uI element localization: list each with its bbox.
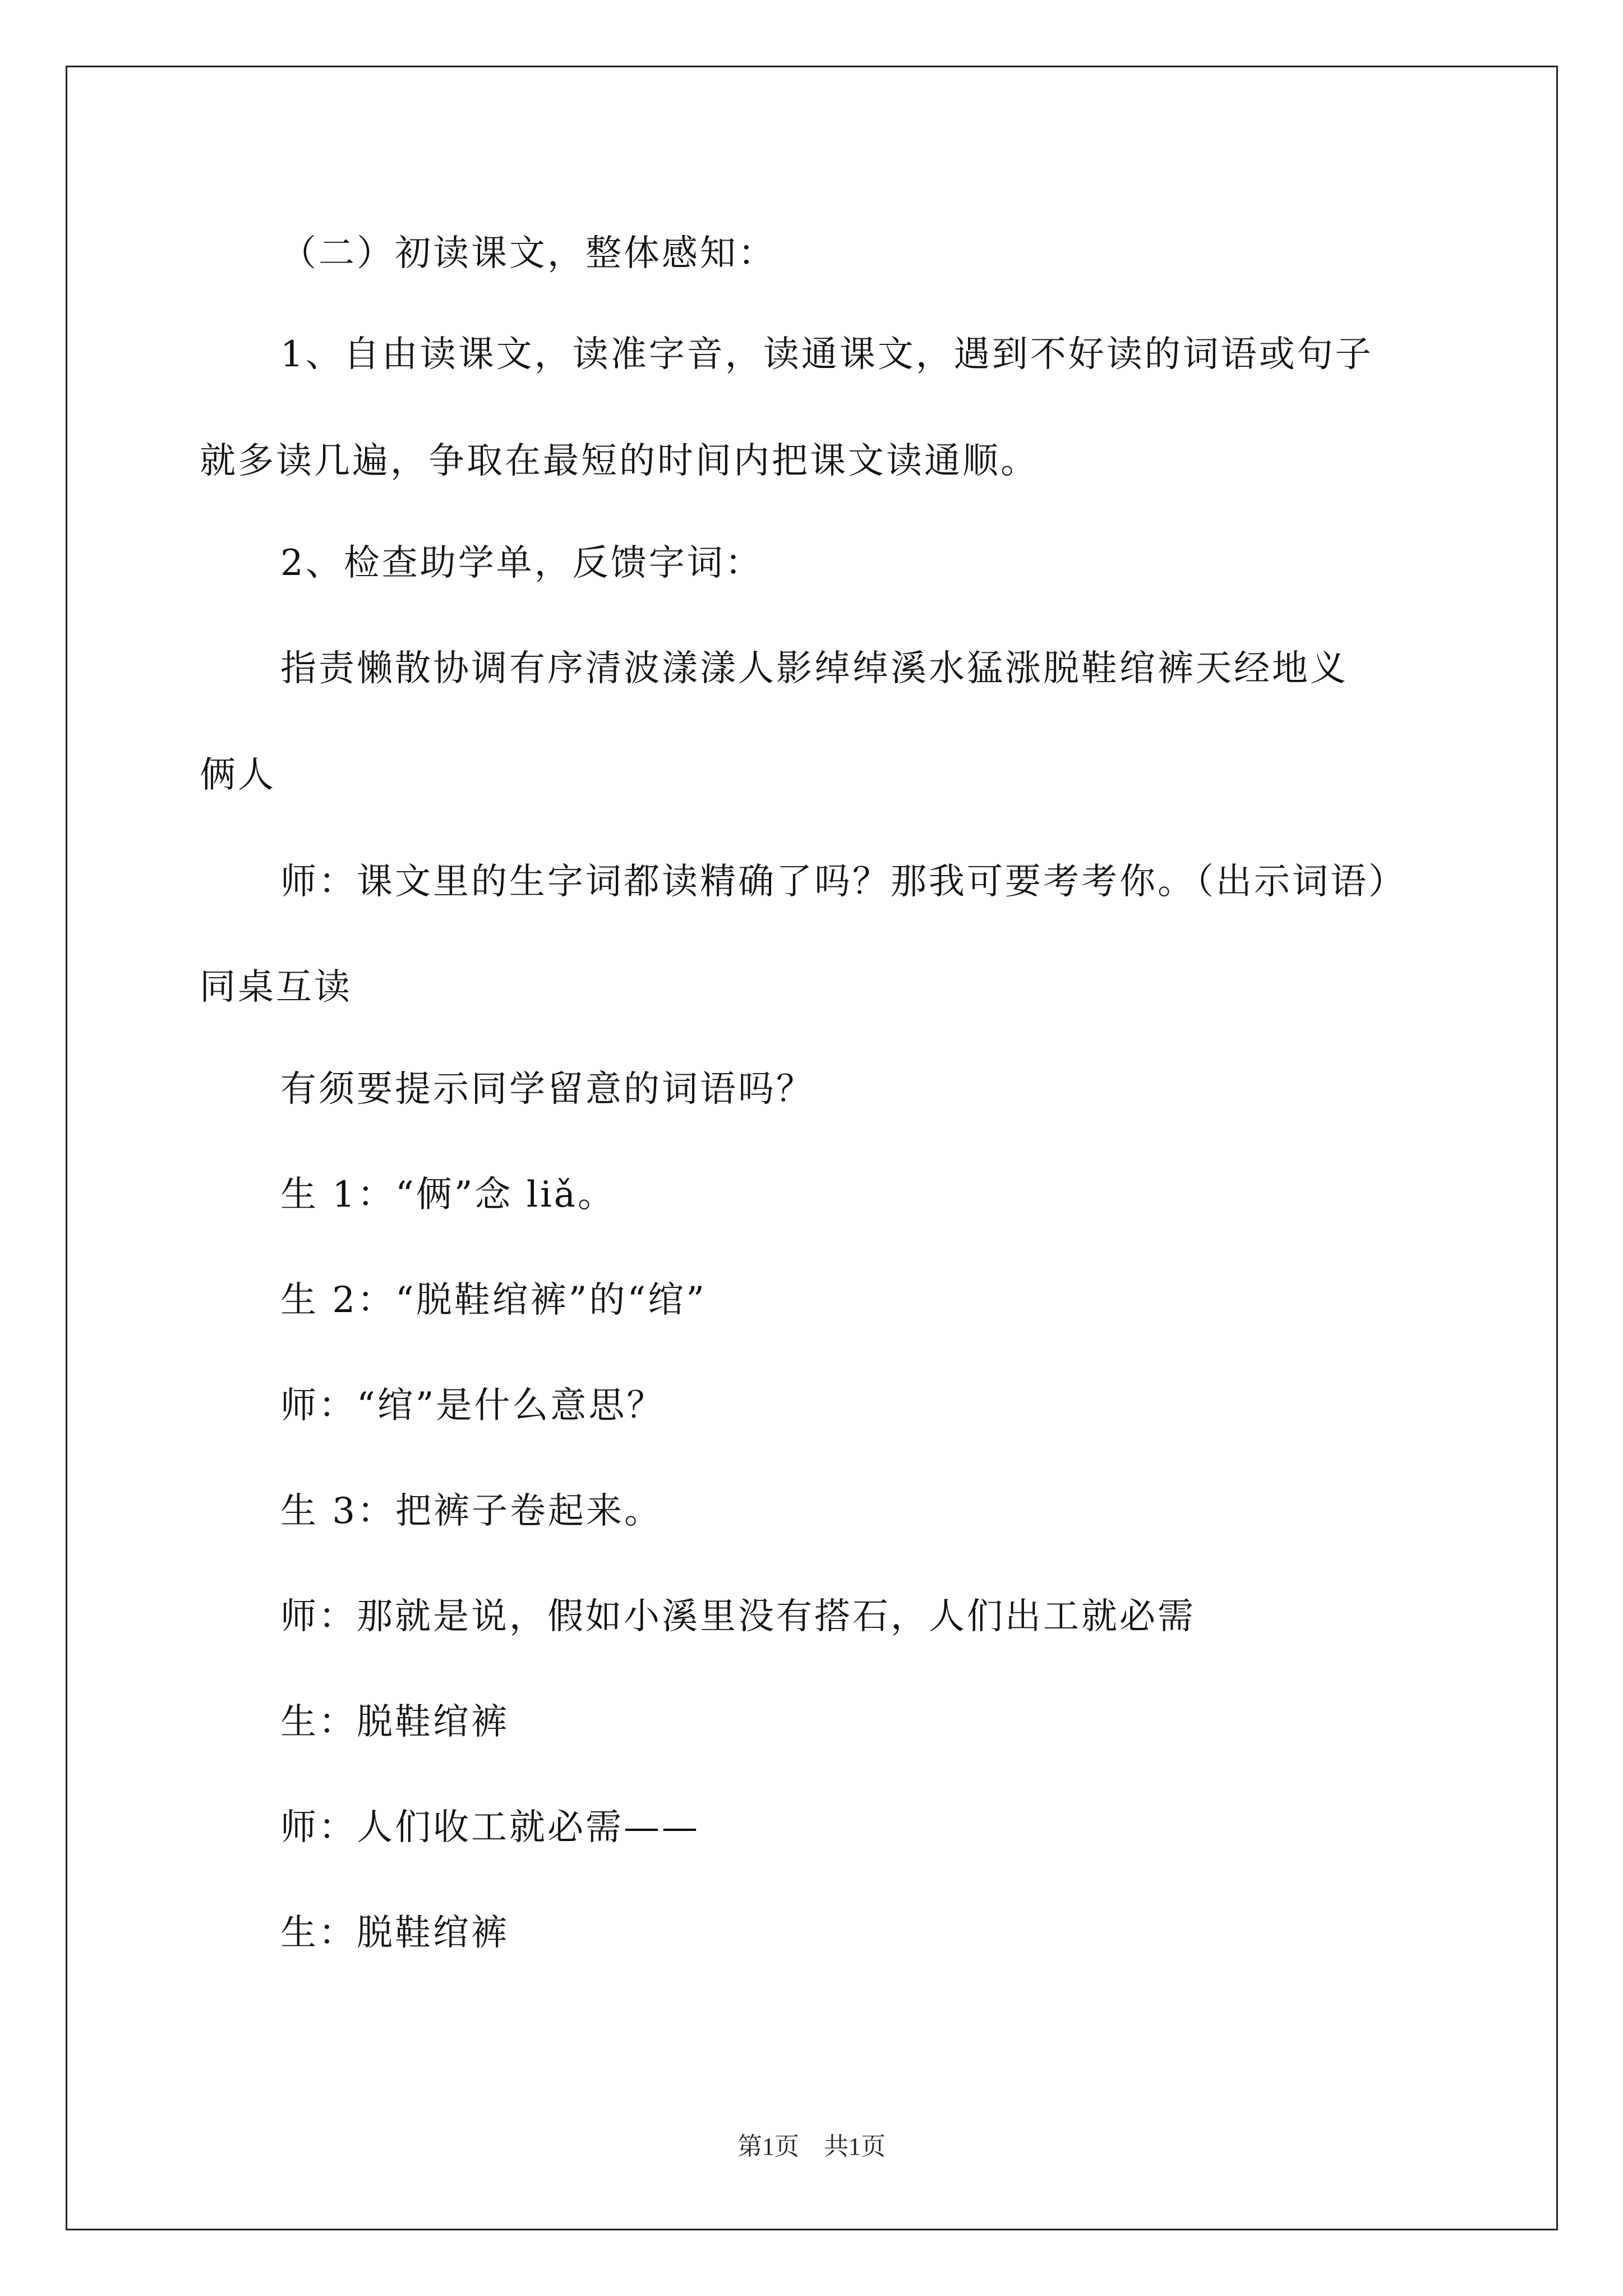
paragraph-line: 师：那就是说，假如小溪里没有搭石，人们出工就必需 [280,1596,1196,1637]
paragraph-line: 2、检查助学单，反馈字词： [280,542,763,584]
paragraph-line: 1、自由读课文，读准字音，读通课文，遇到不好读的词语或句子 [280,334,1373,375]
paragraph-line: 有须要提示同学留意的词语吗？ [280,1069,814,1110]
paragraph-line: 师：“绾”是什么意思？ [280,1385,665,1427]
paragraph-line: 生 2：“脱鞋绾裤”的“绾” [280,1280,707,1321]
paragraph-line: 师：人们收工就必需—— [280,1807,700,1848]
page-border [66,66,1558,2230]
paragraph-line: 就多读几遍，争取在最短的时间内把课文读通顺。 [200,440,1039,482]
paragraph-line: 指责懒散协调有序清波漾漾人影绰绰溪水猛涨脱鞋绾裤天经地义 [280,648,1348,689]
paragraph-line: 生：脱鞋绾裤 [280,1912,509,1954]
paragraph-line: 生 3：把裤子卷起来。 [280,1490,663,1532]
paragraph-line: 师：课文里的生字词都读精确了吗？那我可要考考你。（出示词语） [280,861,1407,903]
section-heading: （二）初读课文，整体感知： [280,233,776,274]
paragraph-line: 同桌互读 [200,967,352,1008]
paragraph-line: 俩人 [200,754,276,796]
paragraph-line: 生：脱鞋绾裤 [280,1701,509,1743]
page-footer: 第1页 共1页 [737,2133,886,2160]
paragraph-line: 生 1：“俩”念 liǎ。 [280,1174,616,1216]
